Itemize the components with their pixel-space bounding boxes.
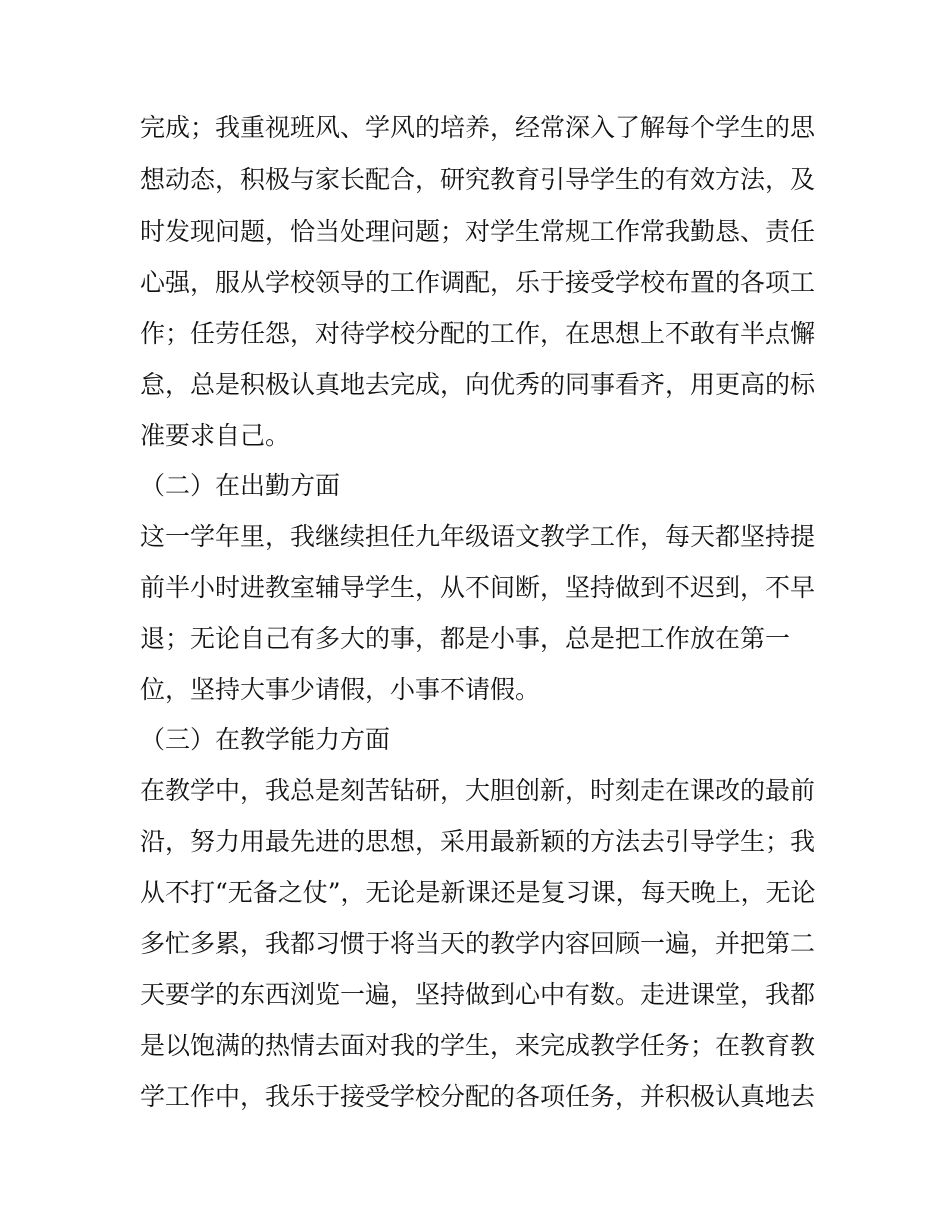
text-line: 多忙多累，我都习惯于将当天的教学内容回顾一遍，并把第二 bbox=[140, 929, 816, 958]
text-line: 在教学中，我总是刻苦钻研，大胆创新，时刻走在课改的最前 bbox=[140, 776, 816, 805]
text-line: 完成；我重视班风、学风的培养，经常深入了解每个学生的思 bbox=[140, 113, 816, 142]
text-line: 学工作中，我乐于接受学校分配的各项任务，并积极认真地去 bbox=[140, 1082, 816, 1111]
text-line: 这一学年里，我继续担任九年级语文教学工作，每天都坚持提 bbox=[140, 522, 816, 551]
text-line: 准要求自己。 bbox=[140, 421, 291, 450]
section-heading: （二）在出勤方面 bbox=[140, 471, 341, 500]
text-line: 从不打“无备之仗”，无论是新课还是复习课，每天晚上，无论 bbox=[140, 878, 816, 907]
text-line: 怠，总是积极认真地去完成，向优秀的同事看齐，用更高的标 bbox=[140, 370, 816, 399]
text-line: 退；无论自己有多大的事，都是小事，总是把工作放在第一 bbox=[140, 624, 791, 653]
text-line: 时发现问题，恰当处理问题；对学生常规工作常我勤恳、责任 bbox=[140, 217, 816, 246]
text-line: 心强，服从学校领导的工作调配，乐于接受学校布置的各项工 bbox=[140, 268, 816, 297]
text-line: 是以饱满的热情去面对我的学生，来完成教学任务；在教育教 bbox=[140, 1031, 816, 1060]
text-line: 想动态，积极与家长配合，研究教育引导学生的有效方法，及 bbox=[140, 165, 816, 194]
text-line: 前半小时进教室辅导学生，从不间断，坚持做到不迟到，不早 bbox=[140, 573, 816, 602]
text-line: 位，坚持大事少请假，小事不请假。 bbox=[140, 675, 541, 704]
section-heading: （三）在教学能力方面 bbox=[140, 725, 391, 754]
text-line: 天要学的东西浏览一遍，坚持做到心中有数。走进课堂，我都 bbox=[140, 980, 816, 1009]
text-line: 作；任劳任怨，对待学校分配的工作，在思想上不敢有半点懈 bbox=[140, 319, 816, 348]
text-line: 沿，努力用最先进的思想，采用最新颖的方法去引导学生；我 bbox=[140, 827, 816, 856]
